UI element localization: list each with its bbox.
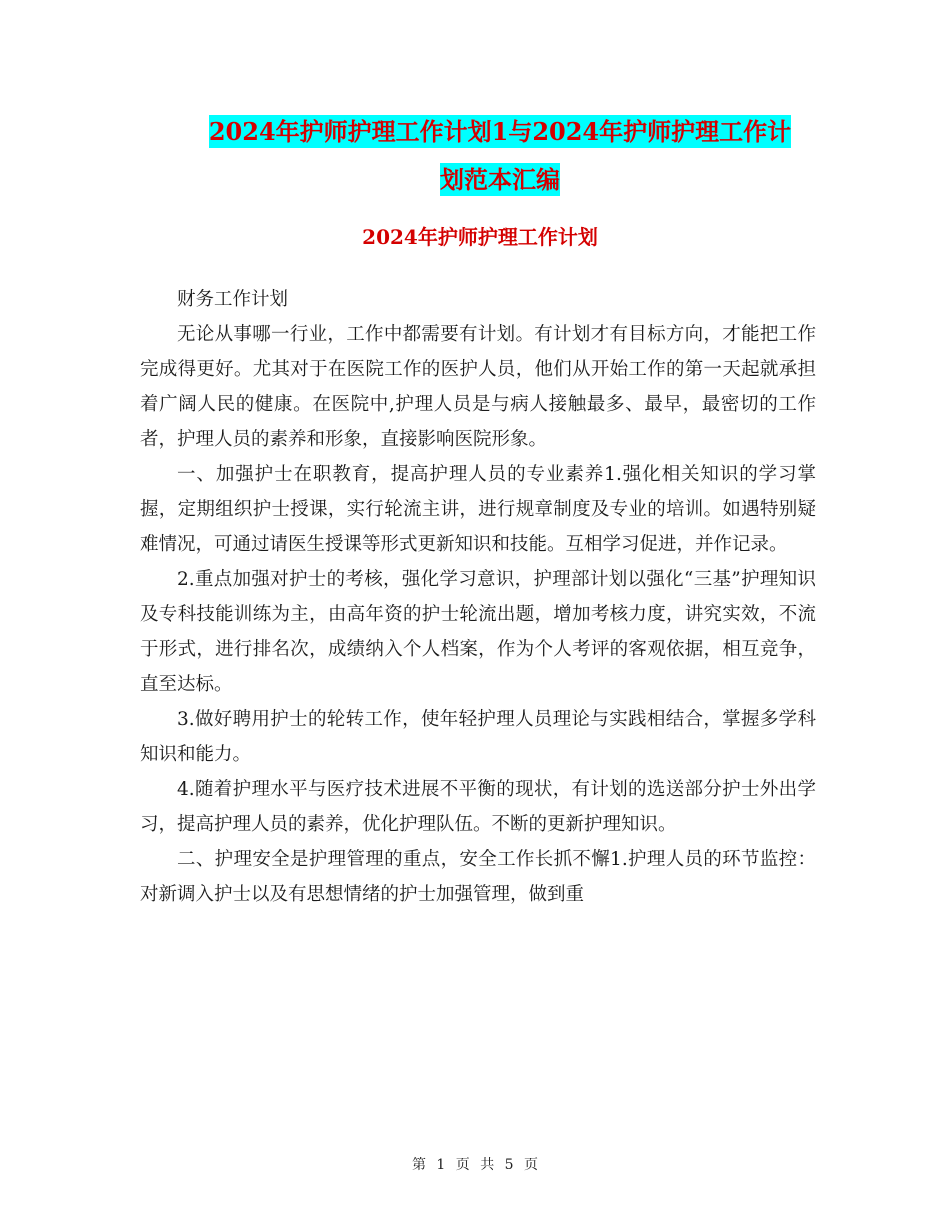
paragraph: 4.随着护理水平与医疗技术进展不平衡的现状，有计划的选送部分护士外出学习，提高护理人员的素养，优化护理队伍。不断的更新护理知识。 (140, 779, 816, 835)
page-footer: 第 1 页 共 5 页 (411, 1157, 539, 1173)
document-title-line-2: 划范本汇编 (440, 165, 560, 194)
paragraph: 3.做好聘用护士的轮转工作，使年轻护理人员理论与实践相结合，掌握多学科知识和能力。 (140, 709, 816, 765)
paragraph: 一、加强护士在职教育，提高护理人员的专业素养1.强化相关知识的学习掌握，定期组织护士授课，实行轮流主讲，进行规章制度及专业的培训。如遇特别疑难情况，可通过请医生授课等形式更新知识和技能。互相学习促进，并作记录。 (140, 464, 816, 555)
section-title: 2024年护师护理工作计划 (362, 225, 598, 249)
paragraph-heading: 财务工作计划 (177, 289, 289, 310)
paragraph: 无论从事哪一行业，工作中都需要有计划。有计划才有目标方向，才能把工作完成得更好。尤其对于在医院工作的医护人员，他们从开始工作的第一天起就承担着广阔人民的健康。在医院中,护理人员是与病人接触最多、最早，最密切的工作者，护理人员的素养和形象，直接影响医院形象。 (140, 324, 816, 450)
document-title (140, 108, 860, 204)
document-body (140, 282, 816, 912)
paragraph: 2.重点加强对护士的考核，强化学习意识，护理部计划以强化“三基”护理知识及专科技能训练为主，由高年资的护士轮流出题，增加考核力度，讲究实效，不流于形式，进行排名次，成绩纳入个人档案，作为个人考评的客观依据，相互竞争，直至达标。 (140, 569, 816, 695)
document-title-line-1: 2024年护师护理工作计划1与2024年护师护理工作计 (208, 117, 792, 146)
paragraph: 二、护理安全是护理管理的重点，安全工作长抓不懈1.护理人员的环节监控：对新调入护士以及有思想情绪的护士加强管理，做到重 (140, 849, 816, 905)
